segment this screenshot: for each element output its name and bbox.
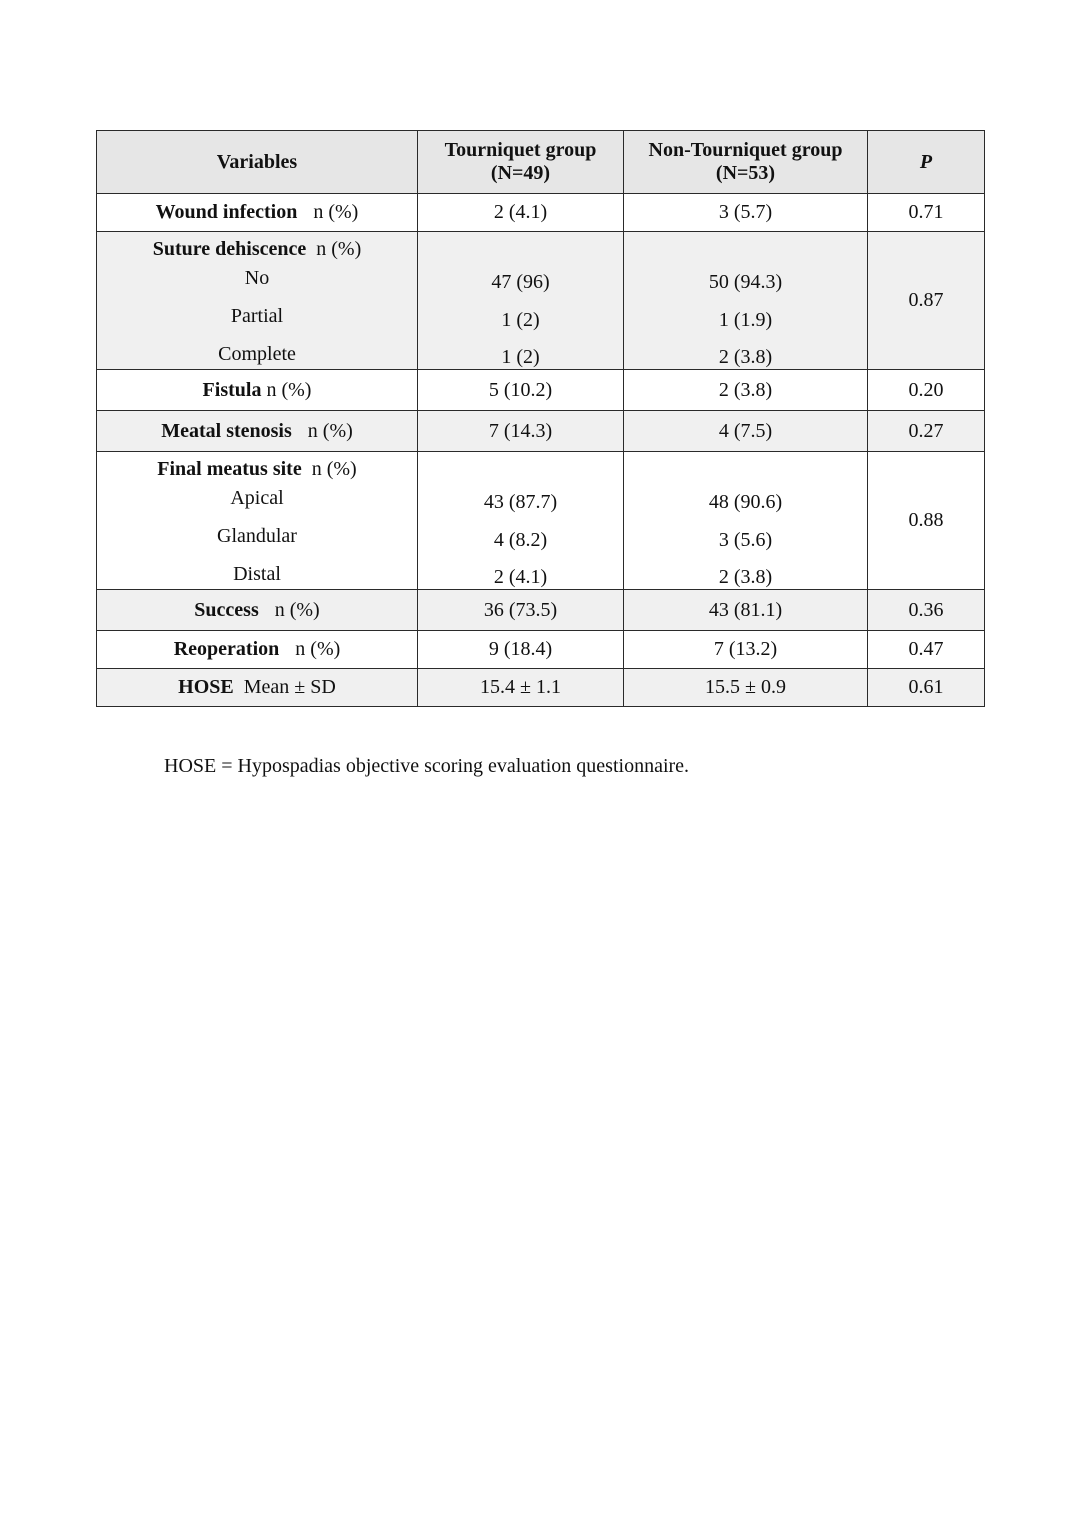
sub-label: Partial xyxy=(230,305,284,327)
non-tourniquet-value: 3 (5.7) xyxy=(624,194,868,232)
non-tourniquet-value: 7 (13.2) xyxy=(624,631,868,669)
sub-label: Distal xyxy=(233,563,281,585)
tourniquet-value: 2 (4.1) xyxy=(418,194,624,232)
p-value: 0.20 xyxy=(868,370,985,411)
sub-label: Apical xyxy=(230,487,284,509)
non-tourniquet-value: 50 (94.3) 1 (1.9) 2 (3.8) xyxy=(624,232,868,370)
row-label: Reoperation n (%) xyxy=(97,631,418,669)
table-footnote: HOSE = Hypospadias objective scoring evaluation questionnaire. xyxy=(164,755,690,777)
row-label: Suture dehiscence n (%) No Partial Complete xyxy=(97,232,418,370)
tourniquet-value: 43 (87.7) 4 (8.2) 2 (4.1) xyxy=(418,452,624,590)
p-value: 0.47 xyxy=(868,631,985,669)
row-label: Fistula n (%) xyxy=(97,370,418,411)
tourniquet-value: 36 (73.5) xyxy=(418,590,624,631)
results-table xyxy=(96,130,985,707)
p-value: 0.88 xyxy=(868,452,985,590)
table-row-suture-dehiscence xyxy=(97,232,985,370)
non-tourniquet-value: 15.5 ± 0.9 xyxy=(624,669,868,707)
header-non-tourniquet-group: Non-Tourniquet group (N=53) xyxy=(624,131,868,194)
row-label: Success n (%) xyxy=(97,590,418,631)
non-tourniquet-value: 43 (81.1) xyxy=(624,590,868,631)
non-tourniquet-value: 2 (3.8) xyxy=(624,370,868,411)
tourniquet-value: 15.4 ± 1.1 xyxy=(418,669,624,707)
row-label: Meatal stenosis n (%) xyxy=(97,411,418,452)
sub-label: No xyxy=(244,267,270,289)
tourniquet-value: 7 (14.3) xyxy=(418,411,624,452)
row-label: HOSE Mean ± SD xyxy=(97,669,418,707)
p-value: 0.36 xyxy=(868,590,985,631)
p-value: 0.71 xyxy=(868,194,985,232)
row-label: Wound infection n (%) xyxy=(97,194,418,232)
table-row-hose xyxy=(97,669,985,707)
row-label: Final meatus site n (%) Apical Glandular Distal xyxy=(97,452,418,590)
table-row-final-meatus-site xyxy=(97,452,985,590)
table-row-success xyxy=(97,590,985,631)
sub-label: Glandular xyxy=(217,525,297,547)
p-value: 0.87 xyxy=(868,232,985,370)
tourniquet-value: 9 (18.4) xyxy=(418,631,624,669)
table-row-fistula xyxy=(97,370,985,411)
header-row xyxy=(97,131,985,194)
tourniquet-value: 47 (96) 1 (2) 1 (2) xyxy=(418,232,624,370)
table-row-meatal-stenosis xyxy=(97,411,985,452)
sub-label: Complete xyxy=(218,343,296,365)
tourniquet-value: 5 (10.2) xyxy=(418,370,624,411)
header-variables: Variables xyxy=(97,131,418,194)
header-tourniquet-group: Tourniquet group (N=49) xyxy=(418,131,624,194)
table-row-reoperation xyxy=(97,631,985,669)
non-tourniquet-value: 4 (7.5) xyxy=(624,411,868,452)
p-value: 0.61 xyxy=(868,669,985,707)
header-p-value: P xyxy=(868,131,985,194)
p-value: 0.27 xyxy=(868,411,985,452)
non-tourniquet-value: 48 (90.6) 3 (5.6) 2 (3.8) xyxy=(624,452,868,590)
table-row-wound-infection xyxy=(97,194,985,232)
